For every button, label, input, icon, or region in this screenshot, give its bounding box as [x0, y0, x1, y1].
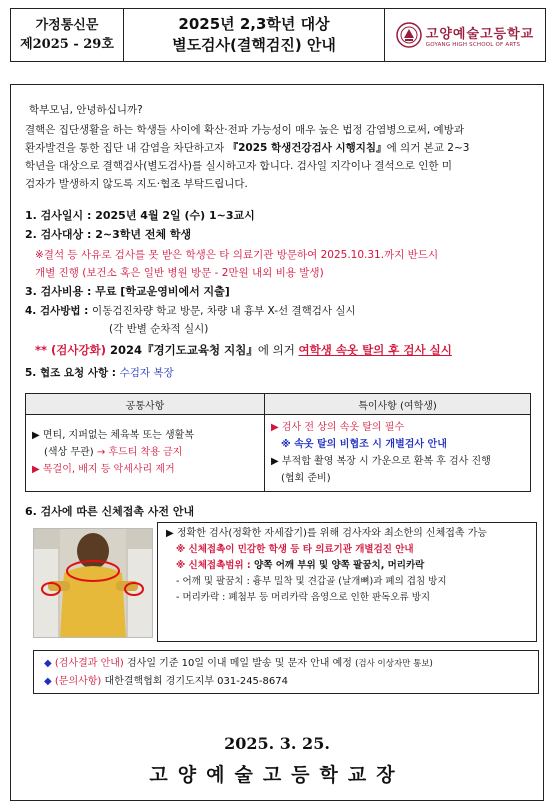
- result-contact-box: [33, 650, 539, 694]
- title-line1: 2025년 2,3학년 대상: [178, 15, 330, 33]
- greeting: 학부모님, 안녕하십니까?: [29, 104, 143, 116]
- notice-title: [124, 9, 385, 61]
- item-date: 1. 검사일시 : 2025년 4월 2일 (수) 1~3교시: [25, 209, 255, 222]
- school-name: [426, 23, 534, 48]
- newsletter-number: 제2025 - 29호: [20, 37, 114, 52]
- school-logo-area: [385, 9, 545, 61]
- intro-paragraph: 결핵은 집단생활을 하는 학생들 사이에 확산·전파 가능성이 매우 높은 법정 감염병으로써, 예방과 환자발견을 통한 집단 내 감염을 차단하고자 『2025 학생건강검사 시행지침』에 의거 본교 2~3 학년을 대상으로 결핵검사(별도검사)를 실시하고자 합니다. 검사일 지각이나 결석으로 인한 미 검자가 발생하지 않도록 지도·협조 부탁드립니다.: [25, 124, 470, 190]
- special-cell: ▶ 검사 전 상의 속옷 탈의 필수 ※ 속옷 탈의 비협조 시 개별검사 안내 ▶ 부적합 촬영 복장 시 가운으로 환복 후 검사 진행 (협회 준비): [265, 415, 531, 492]
- newsletter-label: 가정통신문: [35, 18, 99, 33]
- special-header: 특이사항 (여학생): [265, 394, 531, 415]
- school-emblem-icon: [396, 22, 422, 48]
- item-method-sub: (각 반별 순차적 실시): [109, 323, 209, 335]
- inquiry-notice: ◆ (문의사항) 대한결핵협회 경기도지부 031-245-8674: [44, 676, 288, 687]
- newsletter-id: [11, 9, 124, 61]
- principal-signature: 고양예술고등학교장: [149, 764, 405, 786]
- school-name-en: GOYANG HIGH SCHOOL OF ARTS: [425, 41, 521, 48]
- item-target: 2. 검사대상 : 2~3학년 전체 학생: [25, 228, 192, 241]
- school-name-kr: 고양예술고등학교: [425, 26, 535, 42]
- title-line2: 별도검사(결핵검진) 안내: [172, 36, 336, 54]
- contact-info-box: ▶ 정확한 검사(정확한 자세잡기)를 위해 검사자와 최소한의 신체접촉 가능 ※ 신체접촉이 민감한 학생 등 타 의료기관 개별검진 안내 ※ 신체접촉범위 : 양쪽 어깨 부위 및 양쪽 팔꿈치, 머리카락 - 어깨 및 팔꿈치 : 흉부 밀착 및 견갑골 (날개뼈)과 폐의 겹침 방지 - 머리카락 : 폐첨부 등 머리카락 음영으로 인한 판독오류 방지: [157, 522, 537, 642]
- exam-emphasis: ** (검사강화) 2024『경기도교육청 지침』에 의거 여학생 속옷 탈의 후 검사 실시: [35, 343, 452, 357]
- common-header: 공통사항: [26, 394, 265, 415]
- dress-code-table: [25, 393, 531, 492]
- xray-position-photo: [33, 528, 153, 638]
- item-request: 5. 협조 요청 사항 : 수검자 복장: [25, 367, 174, 379]
- header-box: [10, 8, 546, 62]
- issue-date: 2025. 3. 25.: [224, 734, 330, 753]
- absence-note: ※결석 등 사유로 검사를 못 받은 학생은 타 의료기관 방문하여 2025.10.31.까지 반드시 개별 진행 (보건소 혹은 일반 병원 방문 - 2만원 내외 비용 발생): [35, 249, 439, 279]
- item-method: 4. 검사방법 : 이동검진차량 학교 방문, 차량 내 흉부 X-선 결핵검사 실시: [25, 305, 356, 317]
- result-notice: ◆ (검사결과 안내) 검사일 기준 10일 이내 메일 발송 및 문자 안내 예정 (검사 이상자만 통보): [44, 658, 433, 669]
- item-cost: 3. 검사비용 : 무료 [학교운영비에서 지출]: [25, 285, 230, 298]
- common-cell: ▶ 면티, 지퍼없는 체육복 또는 생활복 (색상 무관) → 후드티 착용 금지 ▶ 목걸이, 배지 등 악세사리 제거: [26, 415, 265, 492]
- xray-position-illustration: [34, 529, 152, 637]
- notice-body: [10, 84, 544, 801]
- section6-title: 6. 검사에 따른 신체접촉 사전 안내: [25, 505, 195, 518]
